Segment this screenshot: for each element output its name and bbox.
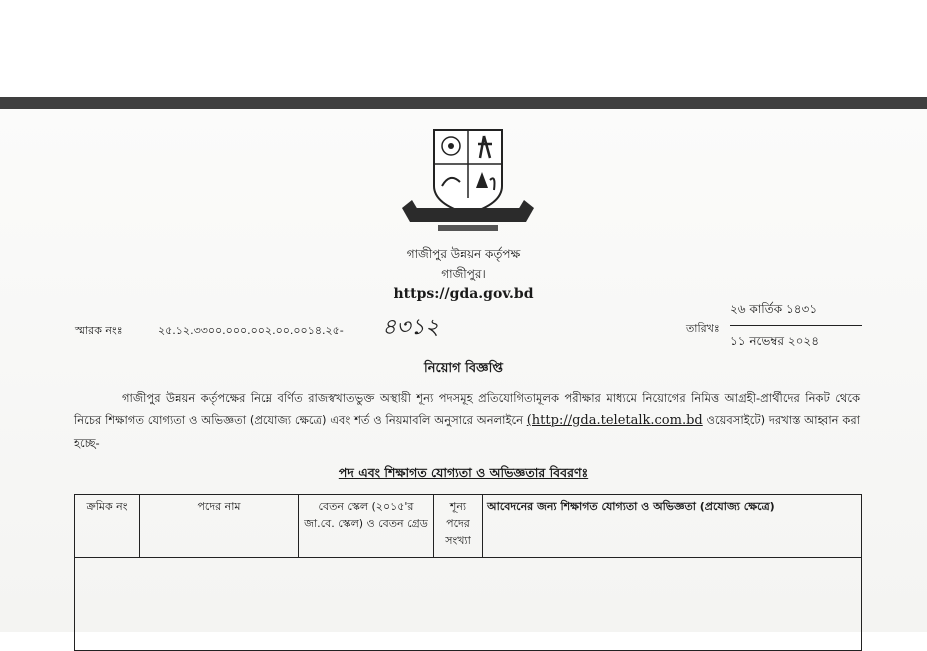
date-bangla-calendar: ২৬ কার্তিক ১৪৩১	[730, 302, 818, 316]
header-post-name: পদের নাম	[140, 495, 299, 558]
top-blank-area	[0, 0, 927, 97]
notice-body-text: গাজীপুর উন্নয়ন কর্তৃপক্ষের নিম্নে বর্ণিত রাজস্বখাতভুক্ত অস্থায়ী শূন্য পদসমূহ প্রতিযোগিতামূলক পরীক্ষার মাধ্যমে নিয়োগের নিমিত্ত আগ্রহী-প্রার্থীদের নিকট থেকে নিচের শিক্ষাগত যোগ্যতা ও অভিজ্ঞতা (প্রযোজ্য ক্ষেত্রে) এবং শর্ত ও নিয়মাবলি অনুসারে অনলাইনে	[74, 391, 860, 427]
header-serial-no: ক্রমিক নং	[75, 495, 140, 558]
header-qualification: আবেদনের জন্য শিক্ষাগত যোগ্যতা ও অভিজ্ঞতা (প্রযোজ্য ক্ষেত্রে)	[483, 495, 862, 558]
date-divider-line	[730, 325, 862, 326]
application-website-link[interactable]: (http://gda.teletalk.com.bd	[526, 413, 703, 428]
organization-name: গাজীপুর উন্নয়ন কর্তৃপক্ষ	[406, 247, 521, 261]
table-row	[75, 558, 862, 651]
memo-number: ২৫.১২.৩৩০০.০০০.০০২.০০.০০১৪.২৫-	[158, 324, 344, 337]
organization-city: গাজীপুর।	[441, 267, 486, 281]
organization-website[interactable]: https://gda.gov.bd	[393, 286, 534, 302]
header-vacancy-count: শূন্য পদের সংখ্যা	[434, 495, 483, 558]
date-gregorian-calendar: ১১ নভেম্বর ২০২৪	[730, 334, 819, 348]
posts-table	[74, 494, 862, 651]
memo-label: স্মারক নংঃ	[75, 324, 123, 337]
notice-title: নিয়োগ বিজ্ঞপ্তি	[424, 361, 503, 376]
section-heading: পদ এবং শিক্ষাগত যোগ্যতা ও অভিজ্ঞতার বিবরণঃ	[338, 465, 589, 480]
table-header-row	[75, 495, 862, 558]
header-pay-scale: বেতন স্কেল (২০১৫'র জা.বে. স্কেল) ও বেতন গ্রেড	[299, 495, 434, 558]
notice-body-text-end: ওয়েবসাইটে) দরখাস্ত আহ্বান করা হচ্ছে-	[74, 413, 861, 450]
date-label: তারিখঃ	[686, 322, 720, 335]
memo-handwritten-number: ৪৩১২	[382, 315, 440, 340]
gda-emblem-logo	[398, 124, 538, 236]
table-body-cell	[75, 558, 862, 651]
viewer-divider-bar	[0, 97, 927, 109]
notice-body	[74, 387, 860, 454]
